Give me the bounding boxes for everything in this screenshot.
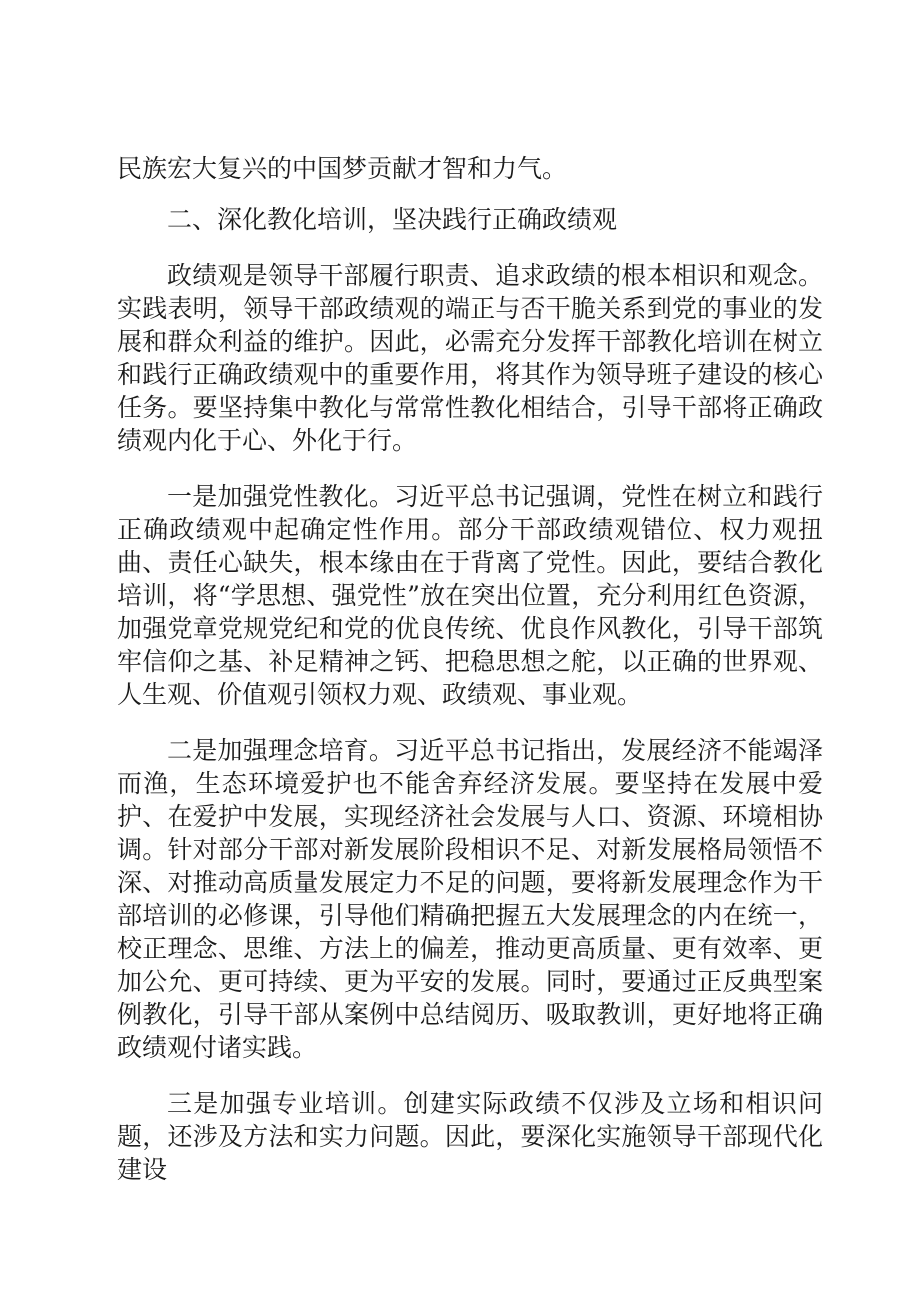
paragraph-concept-cultivation: 二是加强理念培育。习近平总书记指出，发展经济不能竭泽而渔，生态环境爱护也不能舍弃经济发展。要坚持在发展中爱护、在爱护中发展，实现经济社会发展与人口、资源、环境相协调。针对部分干部对新发展阶段相识不足、对新发展格局领悟不深、对推动高质量发展定力不足的问题，要将新发展理念作为干部培训的必修课，引导他们精确把握五大发展理念的内在统一，校正理念、思维、方法上的偏差，推动更高质量、更有效率、更加公允、更可持续、更为平安的发展。同时，要通过正反典型案例教化，引导干部从案例中总结阅历、吸取教训，更好地将正确政绩观付诸实践。: [117, 736, 823, 1062]
paragraph-intro: 政绩观是领导干部履行职责、追求政绩的根本相识和观念。实践表明，领导干部政绩观的端正与否干脆关系到党的事业的发展和群众利益的维护。因此，必需充分发挥干部教化培训在树立和践行正确政绩观中的重要作用，将其作为领导班子建设的核心任务。要坚持集中教化与常常性教化相结合，引导干部将正确政绩观内化于心、外化于行。: [117, 261, 823, 455]
section-heading: 二、深化教化培训，坚决践行正确政绩观: [167, 205, 618, 234]
paragraph-party-spirit: 一是加强党性教化。习近平总书记强调，党性在树立和践行正确政绩观中起确定性作用。部分干部政绩观错位、权力观扭曲、责任心缺失，根本缘由在于背离了党性。因此，要结合教化培训，将“学思想、强党性”放在突出位置，充分利用红色资源，加强党章党规党纪和党的优良传统、优良作风教化，引导干部筑牢信仰之基、补足精神之钙、把稳思想之舵，以正确的世界观、人生观、价值观引领权力观、政绩观、事业观。: [117, 482, 823, 709]
document-page: [117, 152, 823, 1209]
paragraph-professional-training: 三是加强专业培训。创建实际政绩不仅涉及立场和相识问题，还涉及方法和实力问题。因此，要深化实施领导干部现代化建设: [117, 1089, 823, 1184]
continuation-text: 民族宏大复兴的中国梦贡献才智和力气。: [117, 154, 568, 183]
